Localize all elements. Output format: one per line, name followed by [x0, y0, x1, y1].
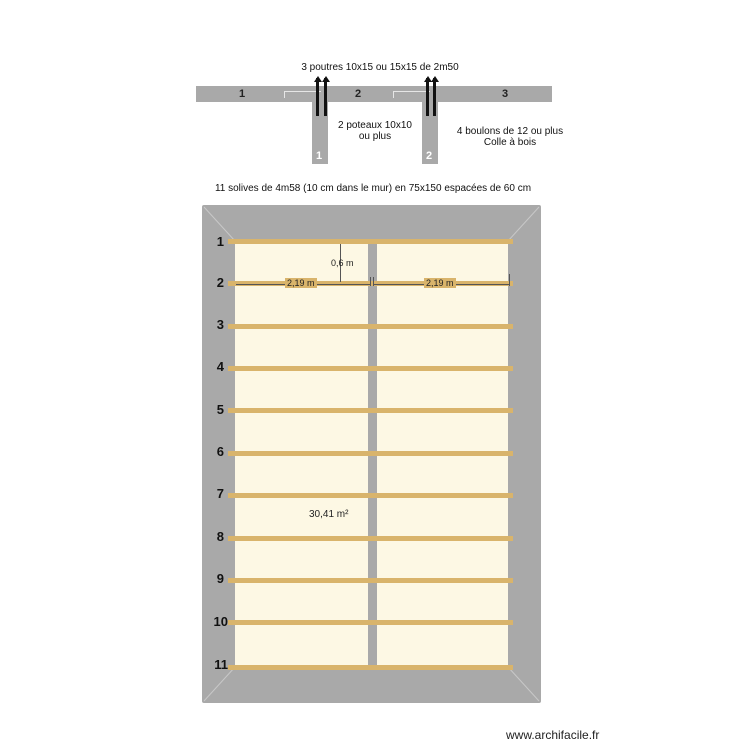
joist-1 — [228, 239, 513, 244]
joists-note: 11 solives de 4m58 (10 cm dans le mur) en 75x150 espacées de 60 cm — [214, 183, 532, 194]
bolt-icon — [316, 78, 319, 116]
post-label-1: 1 — [316, 150, 323, 162]
joist-number: 5 — [216, 402, 224, 417]
joist-8 — [228, 536, 513, 541]
right-span-tick — [373, 277, 374, 286]
left-span-tick — [370, 277, 371, 286]
joist-number: 7 — [216, 486, 224, 501]
posts-note-line1: 2 poteaux 10x10 — [338, 120, 412, 131]
joist-3 — [228, 324, 513, 329]
beam-label-3: 3 — [502, 88, 509, 100]
joist-number: 2 — [216, 275, 224, 290]
bolt-icon — [426, 78, 429, 116]
joist-5 — [228, 408, 513, 413]
beam-assembly — [196, 86, 552, 102]
area-label: 30,41 m² — [309, 509, 349, 520]
joist-number: 8 — [216, 529, 224, 544]
beams-note: 3 poutres 10x15 ou 15x15 de 2m50 — [301, 62, 459, 73]
bolt-head-icon — [314, 76, 322, 82]
joist-number: 9 — [216, 571, 224, 586]
posts-note — [330, 120, 420, 142]
bolts-note-line1: 4 boulons de 12 ou plus — [456, 126, 564, 137]
joist-number: 3 — [216, 317, 224, 332]
joist-4 — [228, 366, 513, 371]
left-span-dimension-label: 2,19 m — [287, 278, 315, 288]
bolt-head-icon — [322, 76, 330, 82]
posts-note-line2: ou plus — [358, 131, 392, 142]
joist-number: 1 — [216, 234, 224, 249]
beam-label-1: 1 — [239, 88, 246, 100]
joist-number: 11 — [214, 657, 228, 672]
post-label-2: 2 — [426, 150, 433, 162]
watermark: www.archifacile.fr — [506, 728, 600, 742]
joist-11 — [228, 665, 513, 670]
bolts-note-line2: Colle à bois — [483, 137, 537, 148]
right-span-dimension-label: 2,19 m — [426, 278, 454, 288]
spacing-dimension-label: 0,6 m — [331, 258, 354, 268]
joist-9 — [228, 578, 513, 583]
joist-number: 6 — [216, 444, 224, 459]
joist-7 — [228, 493, 513, 498]
joist-6 — [228, 451, 513, 456]
bolt-head-icon — [431, 76, 439, 82]
bolts-note — [440, 126, 580, 148]
beam-label-2: 2 — [355, 88, 362, 100]
joist-number: 10 — [213, 614, 228, 629]
bolt-icon — [433, 78, 436, 116]
joist-number: 4 — [216, 359, 224, 374]
joist-10 — [228, 620, 513, 625]
beam-joint-2 — [393, 91, 430, 98]
right-span-tick — [509, 274, 510, 286]
bolt-icon — [324, 78, 327, 116]
